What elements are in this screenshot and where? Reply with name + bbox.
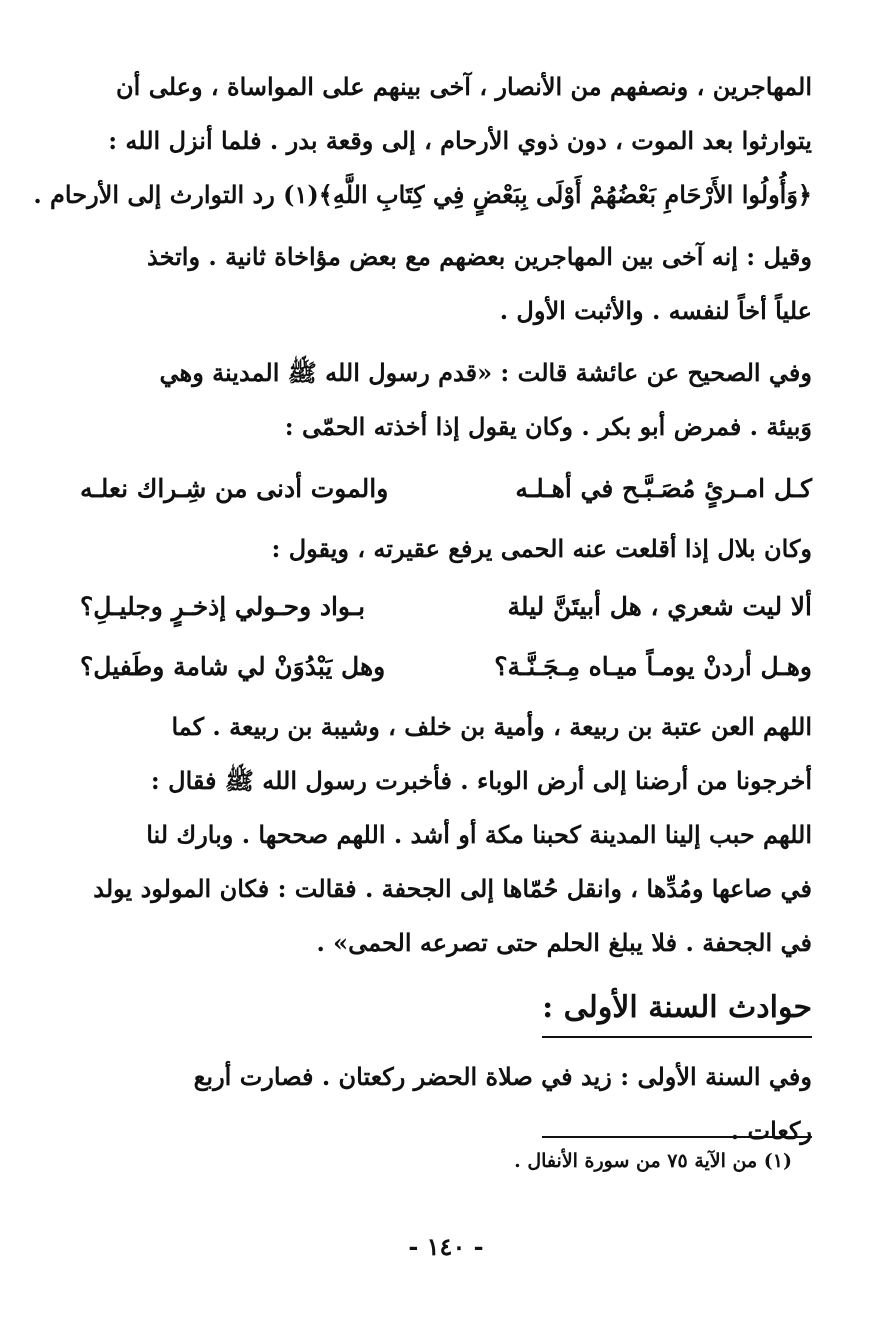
- paragraph-bilal: [80, 522, 812, 576]
- poem-verse-3: [80, 640, 812, 694]
- text-line: علياً أخاً لنفسه . والأثبت الأول .: [499, 296, 812, 325]
- text-line: وفي السنة الأولى : زيد في صلاة الحضر ركعتان . فصارت أربع: [193, 1062, 812, 1091]
- section-heading-wrap: [80, 978, 812, 1050]
- text-line: أخرجونا من أرضنا إلى أرض الوباء . فأخبرت رسول الله ﷺ فقال :: [150, 766, 812, 795]
- text-line: وَبيئة . فمرض أبو بكر . وكان يقول إذا أخذته الحمّى :: [284, 412, 812, 441]
- quran-verse-line: ﴿وَأُولُوا الأَرْحَامِ بَعْضُهُمْ أَوْلَى بِبَعْضٍ فِي كِتَابِ اللَّهِ﴾(١) رد التوارث إلى الأرحام .: [33, 180, 812, 209]
- text-line: ركعات .: [730, 1116, 812, 1145]
- paragraph-second-brotherhood: [80, 230, 812, 338]
- text-line: المهاجرين ، ونصفهم من الأنصار ، آخى بينهم على المواساة ، وعلى أن: [116, 72, 812, 101]
- paragraph-muakhah: [33, 60, 812, 222]
- text-line: اللهم حبب إلينا المدينة كحبنا مكة أو أشد . اللهم صححها . وبارك لنا: [146, 820, 812, 849]
- paragraph-first-year: [80, 1050, 812, 1158]
- paragraph-prayer: [80, 700, 812, 970]
- text-line: اللهم العن عتبة بن ربيعة ، وأمية بن خلف ، وشيبة بن ربيعة . كما: [171, 712, 812, 741]
- verse-second-hemistich: وهل يَبْدُوَنْ لي شامة وطَفيل؟: [80, 652, 386, 681]
- text-line: وقيل : إنه آخى بين المهاجرين بعضهم مع بعض مؤاخاة ثانية . واتخذ: [147, 242, 812, 271]
- verse-second-hemistich: والموت أدنى من شِـراك نعلـه: [80, 474, 389, 503]
- text-line: في الجحفة . فلا يبلغ الحلم حتى تصرعه الحمى» .: [316, 928, 812, 957]
- verse-first-hemistich: وهـل أردنْ يومـاً ميـاه مِـجَـنَّـة؟: [494, 652, 812, 681]
- text-line: وفي الصحيح عن عائشة قالت : «قدم رسول الله ﷺ المدينة وهي: [159, 358, 812, 387]
- verse-first-hemistich: كـل امـرئٍ مُصَـبَّـح في أهـلـه: [515, 474, 812, 503]
- poem-verse-2: [80, 580, 812, 634]
- text-line: يتوارثوا بعد الموت ، دون ذوي الأرحام ، إلى وقعة بدر . فلما أنزل الله :: [108, 126, 812, 155]
- verse-first-hemistich: ألا ليت شعري ، هل أبيتَنَّ ليلة: [507, 592, 812, 621]
- page-number: - ١٤٠ -: [408, 1232, 484, 1261]
- paragraph-aisha-hadith: [80, 346, 812, 454]
- verse-second-hemistich: بـواد وحـولي إذخـرٍ وجليـلِ؟: [80, 592, 366, 621]
- text-line: وكان بلال إذا أقلعت عنه الحمى يرفع عقيرته ، ويقول :: [271, 534, 812, 563]
- text-line: في صاعها ومُدِّها ، وانقل حُمّاها إلى الجحفة . فقالت : فكان المولود يولد: [93, 874, 812, 903]
- poem-verse-1: [80, 462, 812, 516]
- footnote-divider: [542, 1136, 812, 1138]
- page-body: [33, 60, 812, 1166]
- section-heading: حوادث السنة الأولى :: [542, 984, 812, 1038]
- footnote: (١) من الآية ٧٥ من سورة الأنفال .: [514, 1150, 792, 1172]
